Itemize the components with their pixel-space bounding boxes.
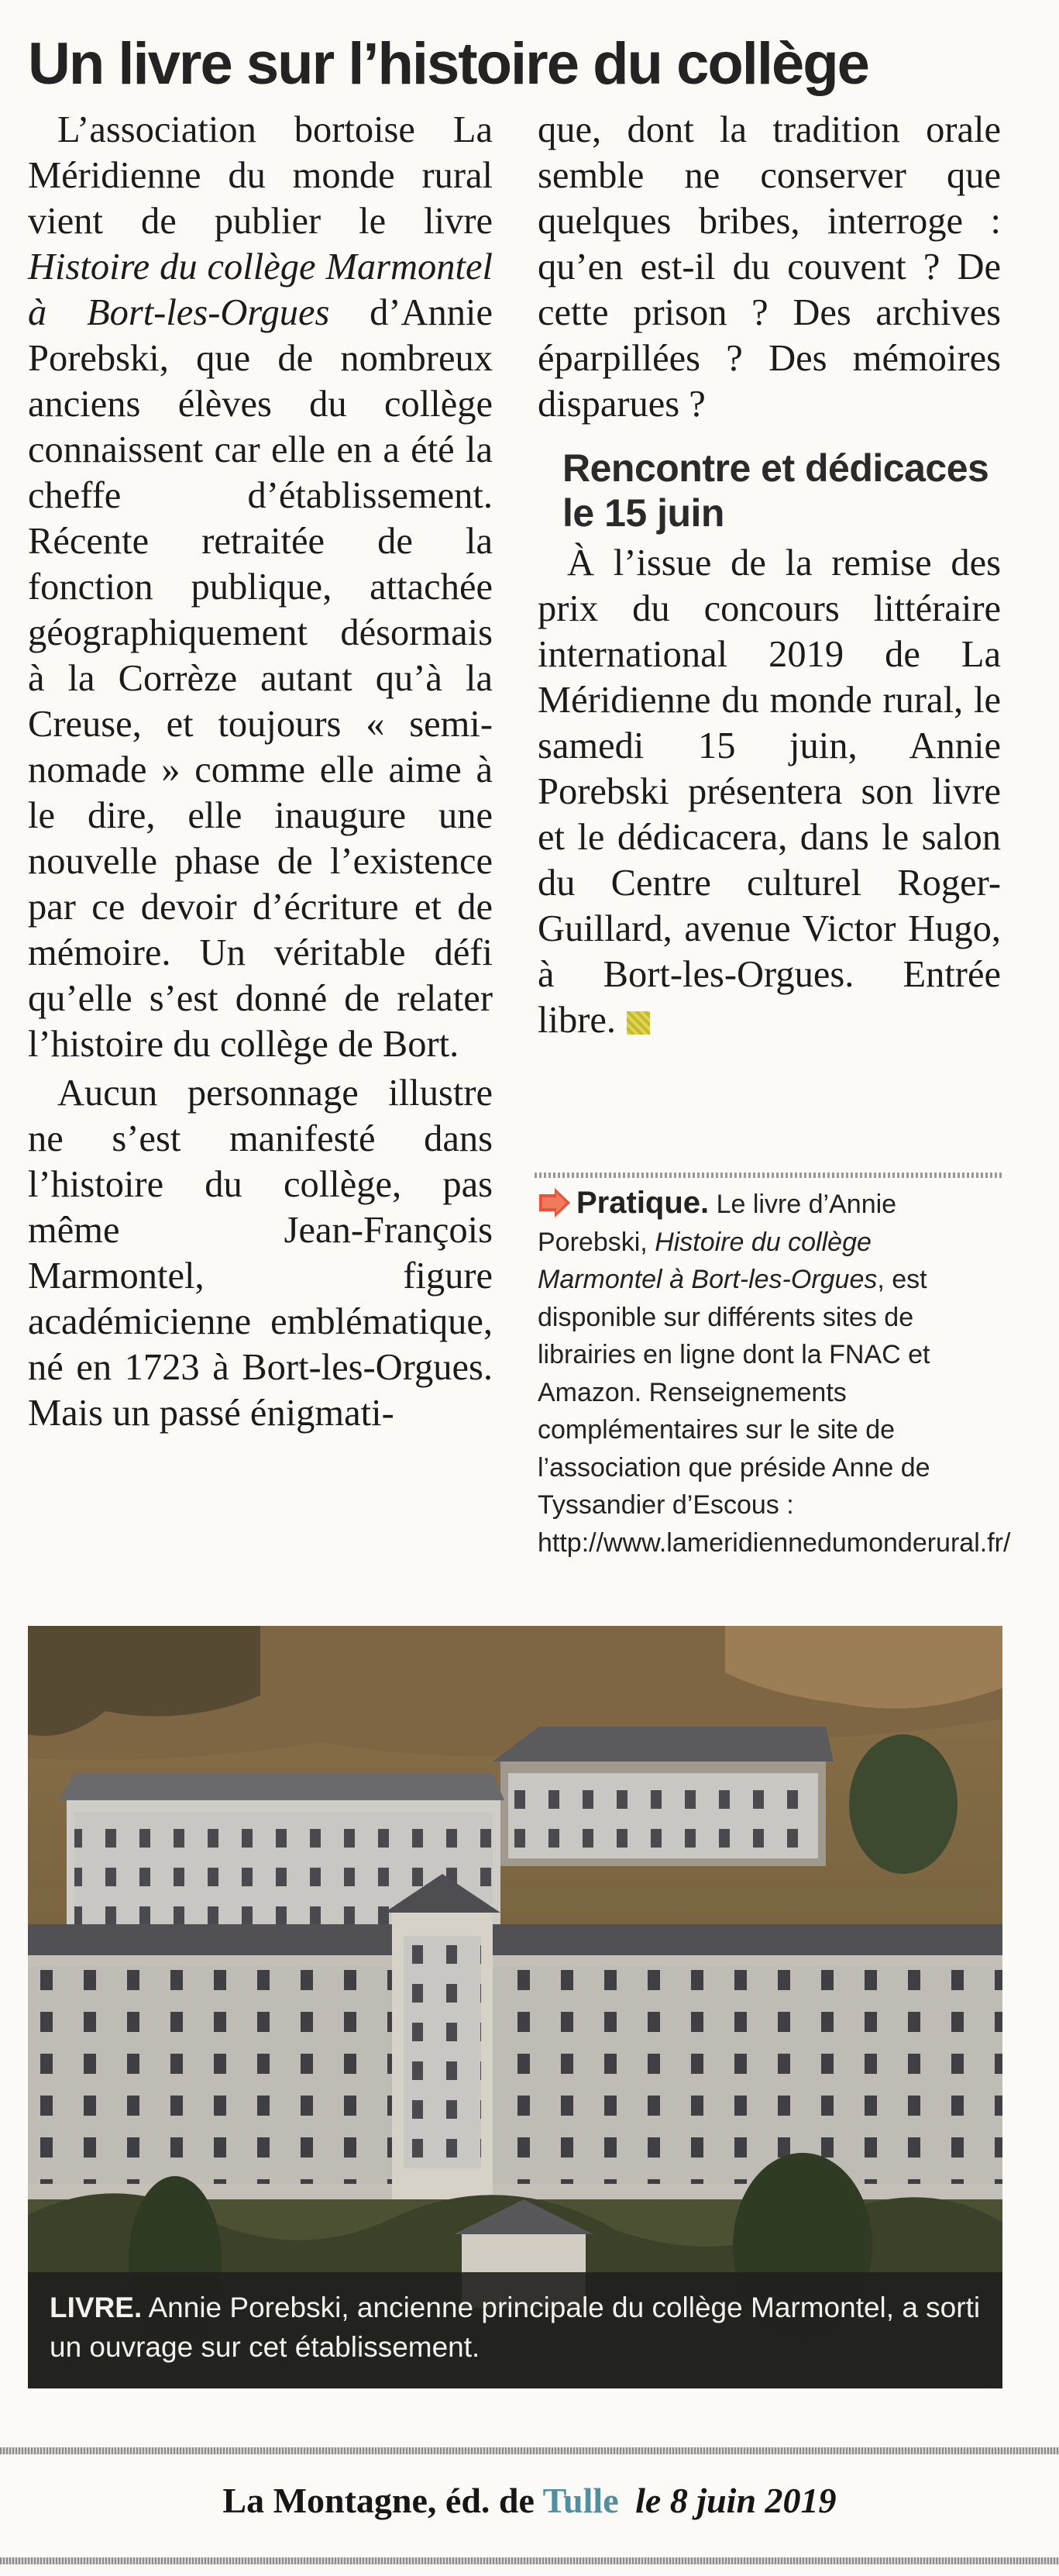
photo-caption — [28, 2272, 1002, 2388]
column-left — [28, 107, 493, 1436]
book-title: Histoire du collège Marmontel à Bort-les-Orgues — [28, 246, 493, 333]
event-text: À l’issue de la remise des prix du concours littéraire international 2019 de La Méridienne du monde rural, le samedi 15 juin, Annie Porebski présentera son livre et le dédicacera, dans le salon du Centre culturel Roger-Guillard, avenue Victor Hugo, à Bort-les-Orgues. Entrée libre. — [538, 542, 1001, 1041]
source-date: le 8 juin 2019 — [635, 2481, 837, 2520]
footer-rule-bottom — [0, 2557, 1059, 2564]
source-paper: La Montagne, éd. de — [222, 2481, 535, 2520]
caption-text: Annie Porebski, ancienne principale du collège Marmontel, a sorti un ouvrage sur cet établissement. — [50, 2292, 981, 2363]
footer-rule-top — [0, 2447, 1059, 2454]
section-subhead: Rencontre et dédicaces le 15 juin — [562, 446, 989, 535]
practical-book-title: Histoire du collège Marmontel à Bort-les-Orgues — [538, 1227, 878, 1294]
college-photo — [28, 1626, 1002, 2388]
intro-text-a: L’association bortoise La Méridienne du monde rural vient de publier le livre — [28, 109, 493, 242]
column-right — [538, 107, 1001, 1043]
practical-text-a: Le livre d’Annie Porebski, — [538, 1190, 897, 1257]
paragraph-intro — [28, 107, 493, 1067]
practical-divider — [535, 1173, 1004, 1178]
practical-label: Pratique. — [576, 1186, 710, 1220]
practical-text-b: , est disponible sur différents sites de librairies en ligne dont la FNAC et Amazon. Renseignements complémentaires sur le site de l’association que préside Anne de Tyssandier d’Escous : http://www.lameridiennedumonderural.fr/ — [538, 1265, 1011, 1558]
source-town: Tulle — [542, 2481, 619, 2520]
arrow-right-icon — [538, 1188, 572, 1217]
paragraph-event — [538, 540, 1001, 1043]
intro-text-b: d’Annie Porebski, que de nombreux anciens élèves du collège connaissent car elle en a été la cheffe d’établissement. Récente retraitée de la fonction publique, attachée géographiquement désormais à la Corrèze autant qu’à la Creuse, et toujours « semi-nomade » comme elle aime à le dire, elle inaugure une nouvelle phase de l’existence par ce devoir d’écriture et de mémoire. Un véritable défi qu’elle s’est donné de relater l’histoire du collège de Bort. — [28, 292, 493, 1065]
practical-box — [538, 1184, 1011, 1562]
paragraph-history-continued: que, dont la tradition orale semble ne conserver que quelques bribes, interroge : qu’en est-il du couvent ? De cette prison ? Des archives éparpillées ? Des mémoires disparues ? — [538, 109, 1001, 425]
paragraph-history: Aucun personnage illustre ne s’est manifesté dans l’histoire du collège, pas même Jean-François Marmontel, figure académicienne emblématique, né en 1723 à Bort-les-Orgues. Mais un passé énigmati- — [28, 1073, 493, 1434]
article-headline: Un livre sur l’histoire du collège — [28, 31, 868, 97]
end-mark-icon — [627, 1011, 650, 1035]
caption-label: LIVRE. — [50, 2292, 143, 2323]
source-line — [0, 2480, 1059, 2521]
